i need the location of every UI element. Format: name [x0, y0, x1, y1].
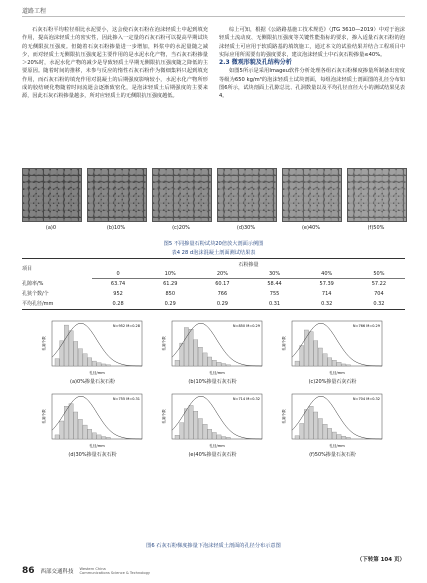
table-column-header: 50%: [353, 269, 405, 279]
photo-caption: (f)50%: [367, 225, 385, 231]
histogram-panel: [280, 318, 385, 385]
histogram-bar: [55, 359, 59, 366]
paragraph: 综上可知，根据《公路路基施工技术规范》（JTG 3610—2019）中对于泡沫轻质土流动度、无侧限抗压强度等关键性能指标的要求，掺入适量石灰石粉的泡沫轻质土可应用于软质路基的填筑施工，通过本文的试验结果并结合工程项目中实际应用所需要有的强度要求，建议泡沫轻质土中石灰石粉掺量≤40%。: [219, 27, 405, 58]
histogram-caption: (d)30%掺量石灰石粉: [68, 452, 117, 458]
table-cell: 850: [165, 290, 175, 297]
table-cell: 755: [269, 290, 280, 297]
photo-caption: (e)40%: [301, 225, 321, 231]
histogram-bar: [189, 329, 193, 366]
histogram-bar: [217, 362, 221, 366]
histogram-chart: [40, 391, 145, 449]
stat-label: N=714 M=0.32: [232, 397, 260, 401]
stat-label: N=850 M=0.29: [232, 324, 260, 328]
histogram-bar: [222, 437, 226, 439]
histogram-bar: [69, 331, 73, 366]
histogram-bar: [64, 325, 68, 366]
histogram-bar: [194, 411, 198, 439]
x-axis-label: 孔径/mm: [329, 371, 345, 375]
histogram-bar: [92, 361, 96, 366]
histogram-chart: [280, 391, 385, 449]
histogram-bar: [332, 360, 336, 366]
table-column-header: 20%: [196, 269, 248, 279]
journal-english-line2: Communications Science & Technology: [79, 571, 151, 575]
header-rule: [22, 16, 405, 17]
histogram-bar: [97, 363, 101, 366]
running-header: 道路工程: [22, 8, 47, 15]
histogram-bar: [304, 410, 308, 439]
histogram-bar: [346, 365, 350, 366]
histogram-bar: [106, 365, 110, 366]
histogram-chart: [40, 318, 145, 376]
histogram-caption: (f)50%掺量石灰石粉: [309, 452, 356, 458]
histogram-bar: [203, 424, 207, 439]
histogram-row: [40, 318, 385, 385]
figure6-histograms: [40, 318, 385, 464]
page-footer: [22, 566, 150, 576]
table-cell: 0.28: [92, 299, 144, 310]
histogram-bar: [189, 405, 193, 439]
histogram-bar: [309, 406, 313, 439]
foam-section-photo: [22, 168, 82, 222]
table-cell: 60.17: [215, 280, 230, 287]
journal-name: 西部交通科技: [40, 569, 74, 575]
histogram-bar: [88, 358, 92, 366]
histogram-panel: [40, 318, 145, 385]
photo-panel: [22, 168, 80, 234]
histogram-bar: [217, 435, 221, 439]
histogram-bar: [175, 360, 179, 366]
histogram-bar: [337, 362, 341, 366]
journal-english: [80, 567, 151, 575]
photo-caption: (a)0: [45, 225, 57, 231]
foam-section-photo: [152, 168, 212, 222]
photo-panel: [282, 168, 340, 234]
histogram-bar: [88, 429, 92, 439]
photo-panel: [217, 168, 275, 234]
histogram-bar: [102, 364, 106, 366]
histogram-bar: [78, 349, 82, 366]
histogram-bar: [226, 365, 230, 366]
histogram-bar: [212, 360, 216, 366]
journal-english-line1: Western China: [79, 567, 106, 571]
x-axis-label: 孔径/mm: [89, 444, 105, 448]
histogram-bar: [318, 348, 322, 366]
histogram-chart: [160, 391, 265, 449]
y-axis-label: 孔洞个数: [162, 409, 166, 424]
histogram-bar: [323, 424, 327, 439]
histogram-bar: [332, 432, 336, 439]
y-axis-label: 孔洞个数: [42, 409, 46, 424]
x-axis-label: 孔径/mm: [209, 371, 225, 375]
histogram-bar: [208, 429, 212, 439]
histogram-bar: [83, 425, 87, 439]
histogram-bar: [222, 364, 226, 366]
histogram-caption: (a)0%掺量石灰石粉: [70, 379, 115, 385]
right-column: [219, 26, 405, 101]
histogram-bar: [300, 346, 304, 366]
page-number: 86: [22, 566, 35, 576]
table-cell: 0.32: [301, 299, 353, 310]
x-axis-label: 孔径/mm: [329, 444, 345, 448]
table4-caption: 表4 28 d泡沫混凝土剖面测试结果表: [171, 250, 256, 256]
photo-caption: (b)10%: [106, 225, 126, 231]
histogram-bar: [318, 419, 322, 439]
histogram-bar: [295, 436, 299, 439]
histogram-bar: [180, 423, 184, 439]
histogram-bar: [60, 421, 64, 439]
x-axis-label: 孔径/mm: [89, 371, 105, 375]
histogram-bar: [342, 364, 346, 366]
photo-panel: [152, 168, 210, 234]
photo-caption: (d)30%: [236, 225, 256, 231]
table4: [22, 258, 405, 310]
histogram-bar: [106, 437, 110, 439]
histogram-bar: [342, 436, 346, 439]
stat-label: N=755 M=0.31: [112, 397, 140, 401]
histogram-bar: [92, 433, 96, 439]
histogram-panel: [160, 391, 265, 458]
continued-note: （下转第 104 页）: [356, 557, 405, 563]
table-cell: 57.22: [371, 280, 387, 287]
histogram-bar: [346, 437, 350, 439]
histogram-bar: [323, 354, 327, 366]
table-cell: 704: [374, 290, 384, 297]
histogram-bar: [212, 432, 216, 439]
y-axis-label: 孔洞个数: [282, 336, 286, 351]
table-column-header: 0: [92, 269, 144, 279]
stat-label: N=952 M=0.28: [112, 324, 140, 328]
stat-label: N=704 M=0.32: [352, 397, 380, 401]
histogram-bar: [295, 361, 299, 366]
histogram-bar: [208, 357, 212, 366]
histogram-bar: [102, 437, 106, 439]
table-column-header: 40%: [301, 269, 353, 279]
histogram-bar: [328, 428, 332, 439]
paragraph: 如图5所示是采用Imageu软件分析处理各组石灰石粉梯度掺量所制备出密度等级为650 kg/m³的泡沫轻质土试块剖面，每组泡沫轻质土剖面图的孔径分布如图6所示，试块剖面上孔隙总比、孔洞数量以及平均孔径直径大小的测试结果见表4。: [219, 68, 405, 100]
table-row: [22, 279, 405, 289]
section-heading: 2.3 微观形貌及孔结构分析: [219, 59, 292, 67]
foam-section-photo: [282, 168, 342, 222]
histogram-bar: [314, 412, 318, 439]
table-row-label: 孔隙率/%: [22, 281, 44, 287]
table-cell: 0.32: [353, 299, 405, 310]
y-axis-label: 孔洞个数: [42, 336, 46, 351]
histogram-bar: [97, 435, 101, 439]
histogram-panel: [40, 391, 145, 458]
histogram-bar: [78, 419, 82, 439]
table-row-label: 平均孔径/mm: [22, 299, 92, 310]
histogram-caption: (c)20%掺量石灰石粉: [308, 379, 357, 385]
histogram-bar: [314, 341, 318, 366]
y-axis-label: 孔洞个数: [282, 409, 286, 424]
histogram-caption: (e)40%掺量石灰石粉: [188, 452, 237, 458]
histogram-bar: [304, 330, 308, 366]
table-cell: 0.31: [248, 299, 300, 310]
histogram-row: [40, 391, 385, 458]
histogram-bar: [64, 406, 68, 439]
table-cell: 61.29: [163, 280, 178, 287]
stat-label: N=766 M=0.29: [352, 324, 380, 328]
figure6-caption: 图6 石灰石粉梯度掺量下泡沫轻质土剖面的孔径分布示意图: [146, 543, 281, 549]
histogram-bar: [175, 435, 179, 439]
table-cell: 0.29: [196, 299, 248, 310]
table-row-header: 项目: [22, 259, 92, 279]
histogram-bar: [198, 347, 202, 366]
table-cell: 57.39: [319, 280, 334, 287]
photo-caption: (c)20%: [172, 225, 190, 231]
table-cell: 0.29: [144, 299, 196, 310]
histogram-bar: [226, 437, 230, 439]
figure5-photos: [22, 168, 405, 234]
photo-panel: [347, 168, 405, 234]
table-row: [22, 289, 405, 299]
histogram-chart: [280, 318, 385, 376]
histogram-bar: [328, 358, 332, 366]
table-column-header: 10%: [144, 269, 196, 279]
histogram-panel: [280, 391, 385, 458]
table-row: [22, 299, 405, 310]
histogram-bar: [184, 409, 188, 439]
figure5-caption: 图5 不同掺量石粉试块20倍放大剖面示例图: [163, 241, 264, 247]
histogram-bar: [198, 419, 202, 439]
histogram-bar: [55, 435, 59, 439]
table-cell: 63.74: [110, 280, 126, 287]
foam-section-photo: [87, 168, 147, 222]
paragraph: 石灰石粉平均粒径相比水泥要小，这会使石灰石粉在泡沫轻质土中起到填充作用，提高泡沫轻质土的密实性，因此掺入一定量的石灰石粉可以提高早期试块的无侧限抗压强度。但随着石灰石粉掺量进一步增加，料浆中的水泥量随之减少，而对轻质土无侧限抗压强度起主要作用的是水泥水化产物，当石灰石粉掺量＞20%时，水泥水化产物的减少是导致轻质土早期无侧限抗压强度随之降低的主要原因。随着时间的推移，未参与反应的惰性石灰石粉作为微细集料只起到填充作用，而石灰石粉的填充作用对混凝土的后期强度影响较小，水泥水化产物所形成的胶结硬化物随着时间流逝会逐渐致密化，是泡沫轻质土后期强度的主要来源，因此石灰石粉掺量越多，所对应轻质土的无侧限抗压强度越低。: [22, 27, 208, 100]
table-cell: 58.44: [267, 280, 282, 287]
histogram-bar: [194, 340, 198, 366]
histogram-caption: (b)10%掺量石灰石粉: [188, 379, 237, 385]
table-cell: 766: [217, 290, 228, 297]
table-group-header: 石粉掺量: [92, 259, 405, 270]
foam-section-photo: [217, 168, 277, 222]
histogram-bar: [203, 353, 207, 366]
table-cell: 952: [113, 290, 123, 297]
histogram-bar: [83, 354, 87, 366]
histogram-bar: [184, 328, 188, 366]
table-column-header: 30%: [248, 269, 300, 279]
histogram-bar: [74, 341, 78, 366]
histogram-bar: [300, 423, 304, 439]
left-column: [22, 26, 208, 101]
foam-section-photo: [347, 168, 407, 222]
histogram-bar: [74, 412, 78, 439]
histogram-chart: [160, 318, 265, 376]
table-cell: 714: [321, 290, 332, 297]
histogram-bar: [69, 404, 73, 439]
histogram-bar: [309, 332, 313, 366]
y-axis-label: 孔洞个数: [162, 336, 166, 351]
table-row-label: 孔狭个数/个: [22, 291, 49, 297]
histogram-bar: [337, 435, 341, 440]
histogram-panel: [160, 318, 265, 385]
photo-panel: [87, 168, 145, 234]
x-axis-label: 孔径/mm: [209, 444, 225, 448]
